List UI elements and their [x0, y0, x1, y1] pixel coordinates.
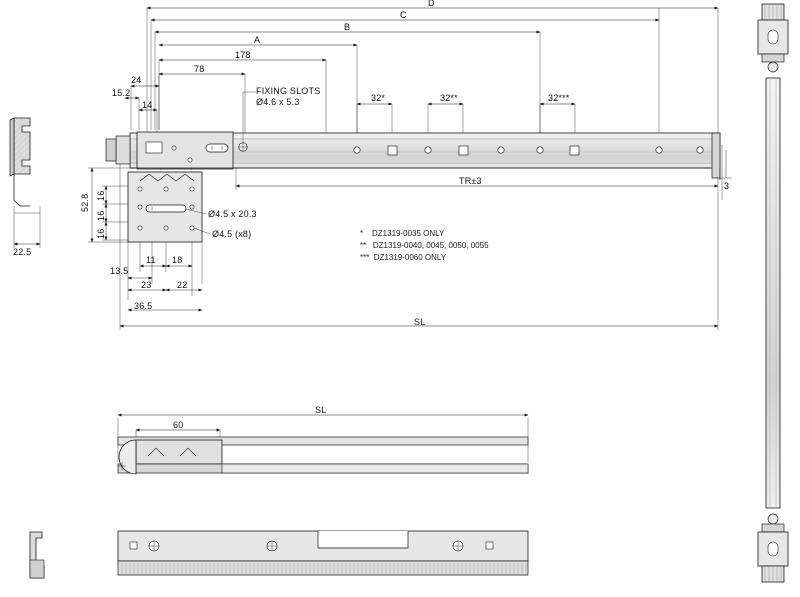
dim-label-23: 23 — [141, 280, 152, 290]
dim-label-32-b: 32** — [440, 93, 458, 103]
dim-label-13-5: 13.5 — [110, 266, 129, 276]
dim-label-14: 14 — [142, 100, 153, 110]
callout-fixing-slots-line2: Ø4.6 x 5.3 — [256, 97, 300, 107]
bottom-rail-view — [30, 531, 528, 578]
note-line-3: *** DZ1319-0060 ONLY — [360, 253, 447, 262]
dim-label-SL-top: SL — [414, 317, 426, 327]
dim-label-52-8: 52.8 — [80, 193, 90, 212]
dim-label-36-5: 36.5 — [134, 301, 153, 311]
dim-label-D: D — [428, 0, 435, 8]
dim-label-SL-mid: SL — [315, 405, 327, 415]
dim-label-B: B — [344, 22, 351, 32]
callout-holes-8: Ø4.5 (x8) — [212, 229, 252, 239]
dim-label-TR: TR±3 — [459, 176, 482, 186]
dim-label-178: 178 — [235, 50, 251, 60]
dim-label-78: 78 — [194, 64, 205, 74]
dim-label-22: 22 — [177, 280, 188, 290]
dim-label-18: 18 — [172, 255, 183, 265]
dim-label-32-a: 32* — [371, 93, 386, 103]
callout-oval-slot: Ø4.5 x 20.3 — [208, 209, 257, 219]
dim-label-60: 60 — [173, 420, 184, 430]
dim-label-A: A — [254, 35, 261, 45]
dim-label-16-a: 16 — [96, 190, 106, 201]
dim-label-22-5: 22.5 — [13, 247, 32, 257]
callout-fixing-slots-line1: FIXING SLOTS — [256, 86, 321, 96]
dim-label-3: 3 — [724, 181, 730, 191]
dim-label-11: 11 — [146, 255, 156, 265]
note-line-2: ** DZ1319-0040, 0045, 0050, 0055 — [360, 241, 489, 250]
dim-label-32-c: 32*** — [548, 93, 570, 103]
right-vertical-section-view — [758, 4, 788, 582]
dim-label-16-b: 16 — [96, 210, 106, 221]
dim-label-C: C — [400, 10, 407, 20]
left-side-profile-view — [10, 118, 40, 248]
dim-label-16-c: 16 — [96, 228, 106, 239]
dim-label-24: 24 — [131, 75, 142, 85]
note-line-1: * DZ1319-0035 ONLY — [360, 229, 445, 238]
dim-label-15-2: 15.2 — [112, 88, 131, 98]
